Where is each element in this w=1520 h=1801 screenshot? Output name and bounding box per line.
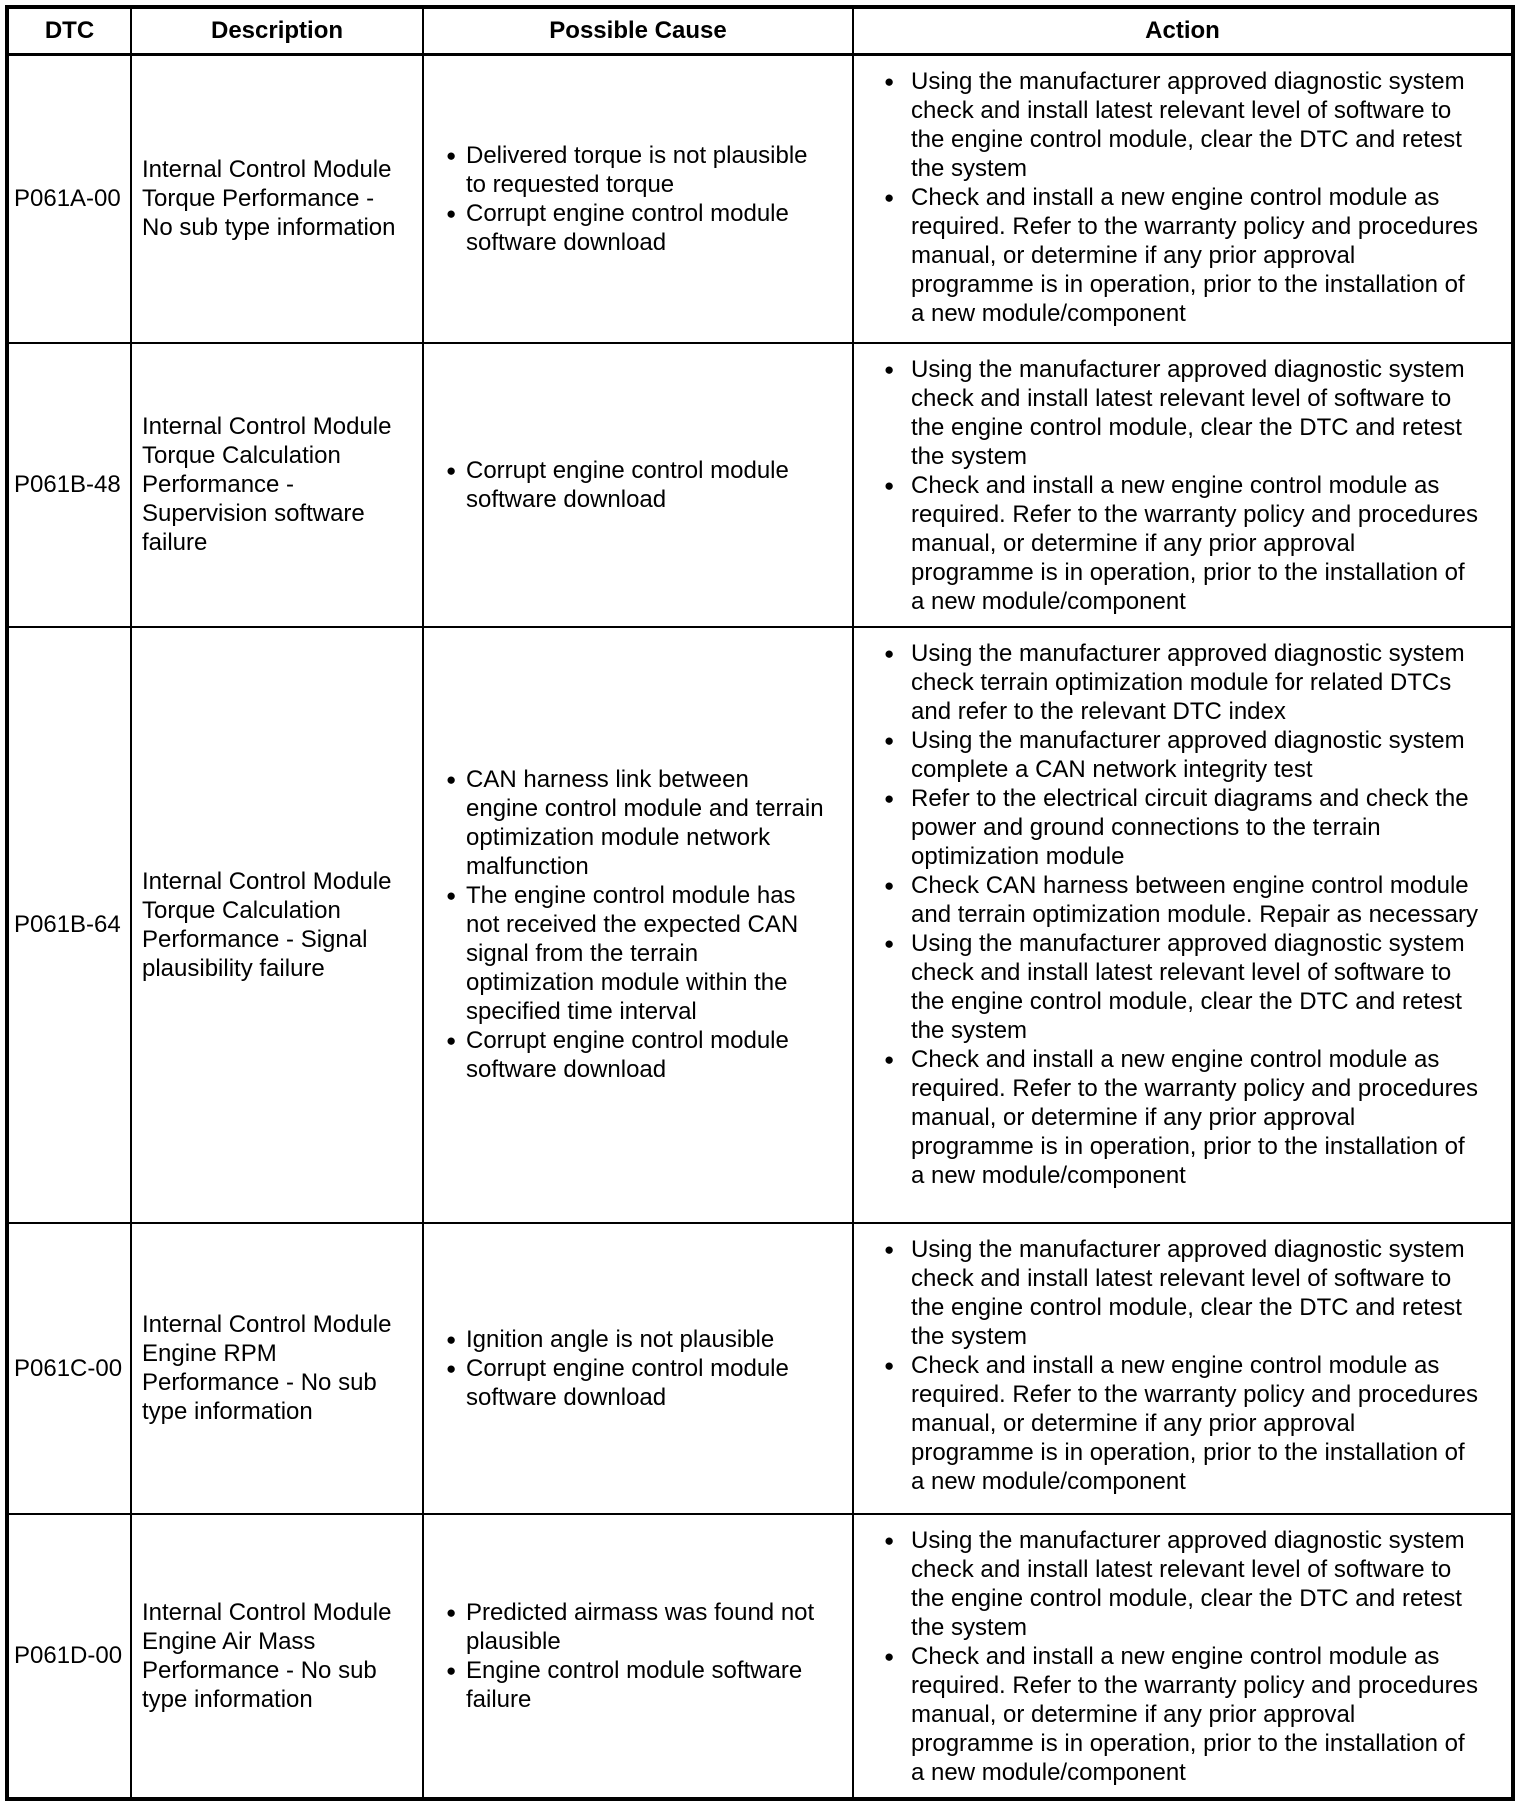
bullet-item: ● Using the manufacturer approved diagnostic system check and install latest relevant level of software to the engine control module, clear the DTC and retest the system	[884, 1235, 1479, 1351]
dtc-code: P061A-00	[7, 55, 131, 343]
bullet-item: ● Refer to the electrical circuit diagrams and check the power and ground connections to the terrain optimization module	[884, 784, 1479, 871]
dtc-code: P061C-00	[7, 1223, 131, 1514]
table-row	[7, 627, 1513, 1223]
possible-cause-cell	[423, 343, 853, 627]
table-row	[7, 1223, 1513, 1514]
column-header-action: Action	[853, 7, 1513, 55]
table-row	[7, 55, 1513, 343]
description-cell: Internal Control Module Torque Calculation Performance - Signal plausibility failure	[131, 627, 423, 1223]
dtc-code: P061D-00	[7, 1514, 131, 1799]
bullet-item: ● Check and install a new engine control module as required. Refer to the warranty policy and procedures manual, or determine if any prior approval programme is in operation, prior to the installation of a new module/component	[884, 471, 1479, 616]
bullet-item: ● Check CAN harness between engine control module and terrain optimization module. Repair as necessary	[884, 871, 1479, 929]
cause-list	[424, 1325, 825, 1412]
bullet-item: ● Corrupt engine control module software download	[446, 456, 825, 514]
bullet-item: ● Using the manufacturer approved diagnostic system check and install latest relevant level of software to the engine control module, clear the DTC and retest the system	[884, 355, 1479, 471]
column-header-description: Description	[131, 7, 423, 55]
bullet-item: ● Check and install a new engine control module as required. Refer to the warranty policy and procedures manual, or determine if any prior approval programme is in operation, prior to the installation of a new module/component	[884, 1351, 1479, 1496]
cause-list	[424, 141, 825, 257]
table-row	[7, 343, 1513, 627]
action-cell	[853, 627, 1513, 1223]
possible-cause-cell	[423, 627, 853, 1223]
action-cell	[853, 1514, 1513, 1799]
bullet-item: ● Ignition angle is not plausible	[446, 1325, 825, 1354]
scanned-manual-page	[0, 5, 1520, 1797]
bullet-item: ● Using the manufacturer approved diagnostic system complete a CAN network integrity test	[884, 726, 1479, 784]
bullet-item: ● Using the manufacturer approved diagnostic system check terrain optimization module for related DTCs and refer to the relevant DTC index	[884, 639, 1479, 726]
description-cell: Internal Control Module Engine Air Mass Performance - No sub type information	[131, 1514, 423, 1799]
action-list	[854, 639, 1479, 1190]
bullet-item: ● Check and install a new engine control module as required. Refer to the warranty policy and procedures manual, or determine if any prior approval programme is in operation, prior to the installation of a new module/component	[884, 1642, 1479, 1787]
bullet-item: ● Predicted airmass was found not plausible	[446, 1598, 825, 1656]
bullet-item: ● Corrupt engine control module software download	[446, 1354, 825, 1412]
bullet-item: ● Using the manufacturer approved diagnostic system check and install latest relevant level of software to the engine control module, clear the DTC and retest the system	[884, 67, 1479, 183]
possible-cause-cell	[423, 55, 853, 343]
bullet-item: ● Corrupt engine control module software download	[446, 1026, 825, 1084]
possible-cause-cell	[423, 1514, 853, 1799]
column-header-possible-cause: Possible Cause	[423, 7, 853, 55]
column-header-dtc: DTC	[7, 7, 131, 55]
bullet-item: ● The engine control module has not received the expected CAN signal from the terrain optimization module within the specified time interval	[446, 881, 825, 1026]
bullet-item: ● Check and install a new engine control module as required. Refer to the warranty policy and procedures manual, or determine if any prior approval programme is in operation, prior to the installation of a new module/component	[884, 1045, 1479, 1190]
bullet-item: ● Using the manufacturer approved diagnostic system check and install latest relevant level of software to the engine control module, clear the DTC and retest the system	[884, 929, 1479, 1045]
bullet-item: ● CAN harness link between engine control module and terrain optimization module network malfunction	[446, 765, 825, 881]
description-cell: Internal Control Module Torque Performance - No sub type information	[131, 55, 423, 343]
table-row	[7, 1514, 1513, 1799]
action-list	[854, 355, 1479, 616]
dtc-code: P061B-64	[7, 627, 131, 1223]
cause-list	[424, 1598, 825, 1714]
table-header-row	[7, 7, 1513, 55]
action-cell	[853, 1223, 1513, 1514]
bullet-item: ● Delivered torque is not plausible to requested torque	[446, 141, 825, 199]
cause-list	[424, 456, 825, 514]
dtc-code: P061B-48	[7, 343, 131, 627]
bullet-item: ● Check and install a new engine control module as required. Refer to the warranty policy and procedures manual, or determine if any prior approval programme is in operation, prior to the installation of a new module/component	[884, 183, 1479, 328]
bullet-item: ● Engine control module software failure	[446, 1656, 825, 1714]
table-body	[7, 55, 1513, 1799]
action-cell	[853, 343, 1513, 627]
action-list	[854, 1235, 1479, 1496]
cause-list	[424, 765, 825, 1084]
action-list	[854, 1526, 1479, 1787]
description-cell: Internal Control Module Engine RPM Performance - No sub type information	[131, 1223, 423, 1514]
action-list	[854, 67, 1479, 328]
description-cell: Internal Control Module Torque Calculation Performance - Supervision software failure	[131, 343, 423, 627]
bullet-item: ● Corrupt engine control module software download	[446, 199, 825, 257]
possible-cause-cell	[423, 1223, 853, 1514]
bullet-item: ● Using the manufacturer approved diagnostic system check and install latest relevant level of software to the engine control module, clear the DTC and retest the system	[884, 1526, 1479, 1642]
dtc-index-table	[5, 5, 1515, 1801]
action-cell	[853, 55, 1513, 343]
